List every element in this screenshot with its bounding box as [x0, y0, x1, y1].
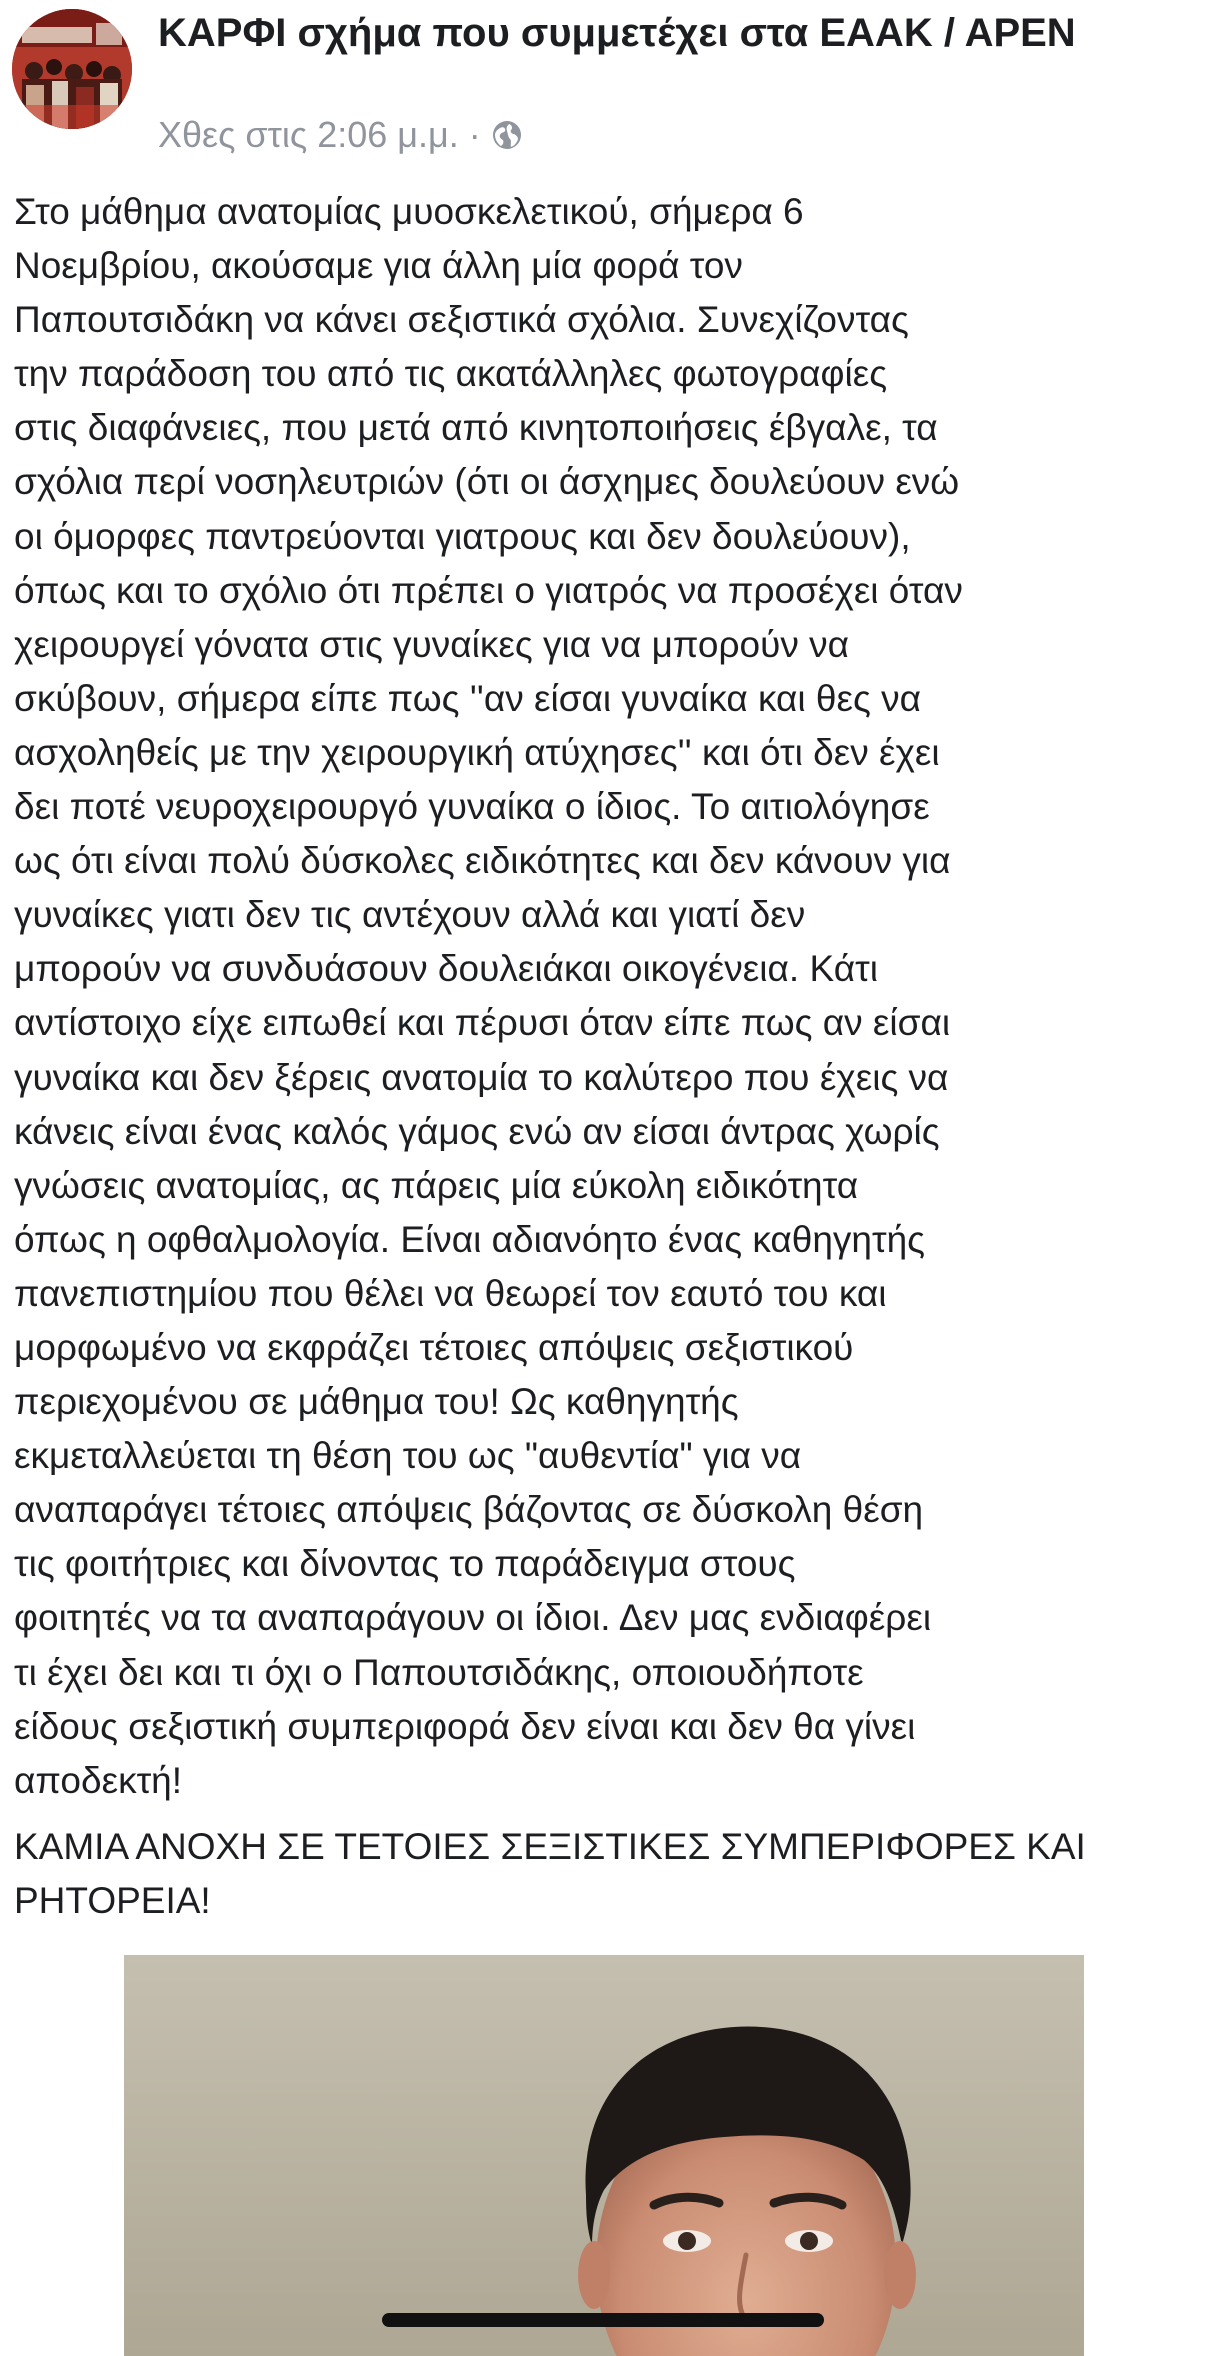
- post-text: Στο μάθημα ανατομίας μυοσκελετικού, σήμερα 6 Νοεμβρίου, ακούσαμε για άλλη μία φορά τον Παπουτσιδάκη να κάνει σεξιστικά σχόλια. Συνεχίζοντας την παράδοση του από τις ακατάλληλες φωτογραφίες στις διαφάνειες, που μετά από κινητοποιήσεις έβγαλε, τα σχόλια περί νοσηλευτριών (ότι οι άσχημες δουλεύουν ενώ οι όμορφες παντρεύονται γιατρους και δεν δουλεύουν), όπως και το σχόλιο ότι πρέπει ο γιατρός να προσέχει όταν χειρουργεί γόνατα στις γυναίκες για να μπορούν να σκύβουν, σήμερα είπε πως ''αν είσαι γυναίκα και θες να ασχοληθείς με την χειρουργική ατύχησες'' και ότι δεν έχει δει ποτέ νευροχειρουργό γυναίκα ο ίδιος. Το αιτιολόγησε ως ότι είναι πολύ δύσκολες ειδικότητες και δεν κάνουν για γυναίκες γιατι δεν τις αντέχουν αλλά και γιατί δεν μπορούν να συνδυάσουν δουλειάκαι οικογένεια. Κάτι αντίστοιχο είχε ειπωθεί και πέρυσι όταν είπε πως αν είσαι γυναίκα και δεν ξέρεις ανατομία το καλύτερο που έχεις να κάνεις είναι ένας καλός γάμος ενώ αν είσαι άντρας χωρίς γνώσεις ανατομίας, ας πάρεις μία εύκολη ειδικότητα όπως η οφθαλμολογία. Είναι αδιανόητο ένας καθηγητής πανεπιστημίου που θέλει να θεωρεί τον εαυτό του και μορφωμένο να εκφράζει τέτοιες απόψεις σεξιστικού περιεχομένου σε μάθημα του! Ως καθηγητής εκμεταλλεύεται τη θέση του ως "αυθεντία" για να αναπαράγει τέτοιες απόψεις βάζοντας σε δύσκολη θέση τις φοιτήτριες και δίνοντας το παράδειγμα στους φοιτητές να τα αναπαράγουν οι ίδιοι. Δεν μας ενδιαφέρει τι έχει δει και τι όχι ο Παπουτσιδάκης, οποιουδήποτε είδους σεξιστική συμπεριφορά δεν είναι και δεν θα γίνει αποδεκτή!: [14, 191, 963, 1801]
- meta-separator: ·: [468, 114, 481, 155]
- post-meta: [158, 110, 523, 160]
- page-avatar[interactable]: [12, 9, 132, 129]
- page-name-link[interactable]: ΚΑΡΦΙ σχήμα που συμμετέχει στα ΕΑΑΚ / ΑΡΕΝ: [158, 11, 1076, 55]
- post-header: [0, 0, 1225, 175]
- home-indicator-bar[interactable]: [382, 2313, 824, 2327]
- portrait-photo-image: [124, 1955, 1084, 2356]
- post-slogan: ΚΑΜΙΑ ΑΝΟΧΗ ΣΕ ΤΕΤΟΙΕΣ ΣΕΞΙΣΤΙΚΕΣ ΣΥΜΠΕΡΙΦΟΡΕΣ ΚΑΙ ΡΗΤΟΡΕΙΑ!: [14, 1826, 1086, 1921]
- post-photo[interactable]: [124, 1955, 1084, 2356]
- post-timestamp[interactable]: Χθες στις 2:06 μ.μ.: [158, 114, 459, 155]
- avatar-crowd-image: [12, 9, 132, 129]
- globe-icon[interactable]: [491, 119, 523, 151]
